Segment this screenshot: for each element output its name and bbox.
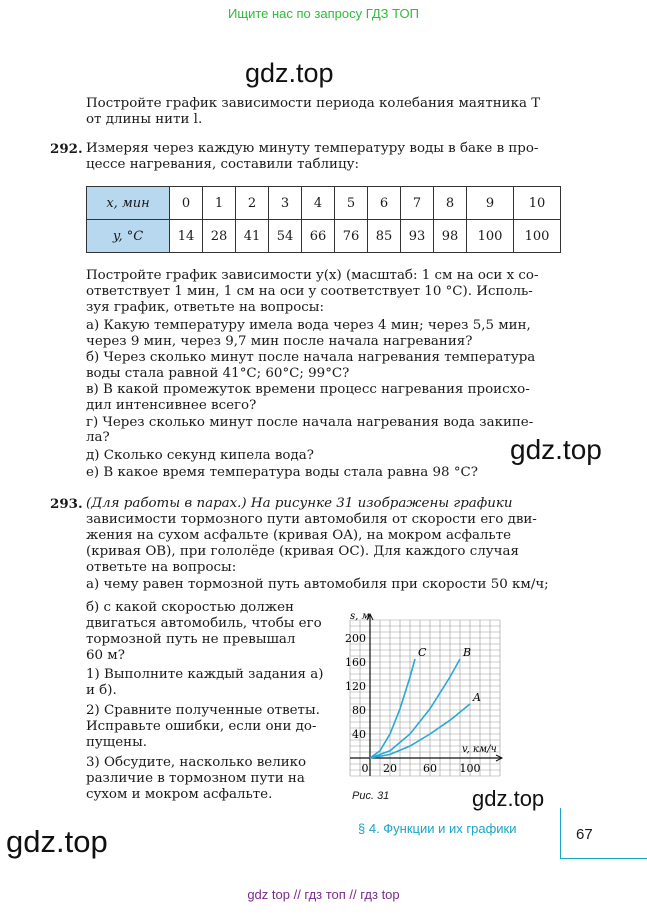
question-g-line-2: ла? — [86, 430, 110, 445]
top-banner[interactable]: Ищите нас по запросу ГДЗ ТОП — [228, 6, 419, 21]
table-cell-y: 41 — [236, 220, 269, 253]
task-2-line: Исправьте ошибки, если они до- — [86, 719, 317, 734]
curve-label-b: B — [463, 646, 472, 659]
problem-292-number: 292. — [50, 141, 83, 157]
x-tick-label: 0 — [361, 762, 369, 775]
task-2-line: пущены. — [86, 735, 148, 750]
question-293-b-line: двигаться автомобиль, чтобы его — [86, 616, 322, 631]
question-g-line-1: г) Через сколько минут после начала нагревания вода закипе- — [86, 415, 534, 430]
x-tick-label: 60 — [423, 762, 437, 775]
x-axis-label: v, км/ч — [462, 744, 497, 755]
table-cell-x: 0 — [170, 187, 203, 220]
question-v-line-1: в) В какой промежуток времени процесс нагревания происхо- — [86, 382, 530, 397]
task-2-line: 2) Сравните полученные ответы. — [86, 703, 320, 718]
table-cell-x: 1 — [203, 187, 236, 220]
footer-divider-horizontal — [560, 858, 647, 859]
task-1-line: 1) Выполните каждый задания а) — [86, 667, 324, 682]
intro-line-1: Постройте график зависимости периода колебания маятника T — [86, 96, 541, 111]
intro-line-2: от длины нити l. — [86, 112, 203, 127]
question-293-b-line: тормозной путь не превышал — [86, 632, 296, 647]
curve-label-a: A — [473, 691, 481, 704]
watermark-top: gdz.top — [245, 58, 334, 88]
question-a-line-2: через 9 мин, через 9,7 мин после начала нагревания? — [86, 334, 473, 349]
problem-293-line: зависимости тормозного пути автомобиля от скорости его дви- — [86, 512, 537, 527]
table-cell-x: 2 — [236, 187, 269, 220]
section-title: § 4. Функции и их графики — [358, 821, 517, 836]
table-cell-x: 4 — [302, 187, 335, 220]
table-cell-y: 66 — [302, 220, 335, 253]
figure-caption: Рис. 31 — [352, 790, 390, 802]
table-cell-y: 100 — [514, 220, 561, 253]
question-b-line-2: воды стала равной 41°C; 60°C; 99°C? — [86, 366, 350, 381]
y-tick-label: 80 — [352, 704, 366, 717]
problem-292-line: ответствует 1 мин, 1 см на оси y соответствует 10 °C). Исполь- — [86, 284, 533, 299]
table-cell-y: 28 — [203, 220, 236, 253]
problem-292-line-1: Измеряя через каждую минуту температуру воды в баке в про- — [86, 141, 539, 156]
table-cell-y: 14 — [170, 220, 203, 253]
problem-293-line: (Для работы в парах.) На рисунке 31 изображены графики — [86, 496, 513, 511]
table-cell-y: 93 — [401, 220, 434, 253]
table-cell-x: 6 — [368, 187, 401, 220]
footer-divider-vertical — [560, 808, 561, 858]
figure-31-chart — [338, 598, 538, 810]
temperature-table — [86, 186, 561, 253]
task-3-line: сухом и мокром асфальте. — [86, 787, 273, 802]
table-cell-x: 10 — [514, 187, 561, 220]
task-1-line: и б). — [86, 683, 117, 698]
x-tick-label: 20 — [383, 762, 397, 775]
table-cell-x: 7 — [401, 187, 434, 220]
y-axis-label: s, м — [350, 610, 370, 622]
task-3-line: 3) Обсудите, насколько велико — [86, 755, 307, 770]
problem-293-line: ответьте на вопросы: — [86, 560, 237, 575]
table-row — [87, 187, 561, 220]
watermark-figure: gdz.top — [472, 786, 545, 811]
table-row-label-x: x, мин — [87, 187, 170, 220]
table-cell-y: 54 — [269, 220, 302, 253]
table-cell-y: 98 — [434, 220, 467, 253]
question-293-a: а) чему равен тормозной путь автомобиля при скорости 50 км/ч; — [86, 577, 549, 592]
task-3-line: различие в тормозном пути на — [86, 771, 305, 786]
table-cell-x: 9 — [467, 187, 514, 220]
y-tick-label: 200 — [345, 632, 366, 645]
table-row — [87, 220, 561, 253]
table-cell-y: 85 — [368, 220, 401, 253]
watermark-bottom-left: gdz.top — [6, 824, 108, 859]
table-cell-y: 76 — [335, 220, 368, 253]
problem-292-line: Постройте график зависимости y(x) (масштаб: 1 см на оси x со- — [86, 268, 539, 283]
question-293-b-line: б) с какой скоростью должен — [86, 600, 294, 615]
page-number: 67 — [576, 826, 593, 843]
problem-293-number: 293. — [50, 496, 83, 512]
question-293-b-line: 60 м? — [86, 648, 125, 663]
table-row-label-y: y, °C — [87, 220, 170, 253]
watermark-middle: gdz.top — [510, 434, 602, 465]
x-tick-label: 100 — [459, 762, 481, 775]
chart-labels — [345, 611, 497, 775]
question-d: д) Сколько секунд кипела вода? — [86, 448, 314, 463]
problem-293-line: (кривая OB), при гололёде (кривая OC). Для каждого случая — [86, 544, 519, 559]
question-a-line-1: а) Какую температуру имела вода через 4 мин; через 5,5 мин, — [86, 318, 531, 333]
question-v-line-2: дил интенсивнее всего? — [86, 398, 257, 413]
question-e: е) В какое время температура воды стала равна 98 °C? — [86, 465, 478, 480]
curve-label-c: C — [418, 646, 427, 659]
y-tick-label: 120 — [345, 680, 366, 693]
table-cell-x: 5 — [335, 187, 368, 220]
table-cell-y: 100 — [467, 220, 514, 253]
problem-292-line: зуя график, ответьте на вопросы: — [86, 300, 324, 315]
question-b-line-1: б) Через сколько минут после начала нагревания температура — [86, 350, 536, 365]
table-cell-x: 8 — [434, 187, 467, 220]
y-tick-label: 160 — [345, 656, 366, 669]
footer-links[interactable]: gdz top // гдз топ // гдз top — [247, 887, 400, 902]
problem-293-line: жения на сухом асфальте (кривая OA), на мокром асфальте — [86, 528, 512, 543]
y-tick-label: 40 — [352, 728, 366, 741]
table-cell-x: 3 — [269, 187, 302, 220]
problem-292-line-2: цессе нагревания, составили таблицу: — [86, 157, 359, 172]
